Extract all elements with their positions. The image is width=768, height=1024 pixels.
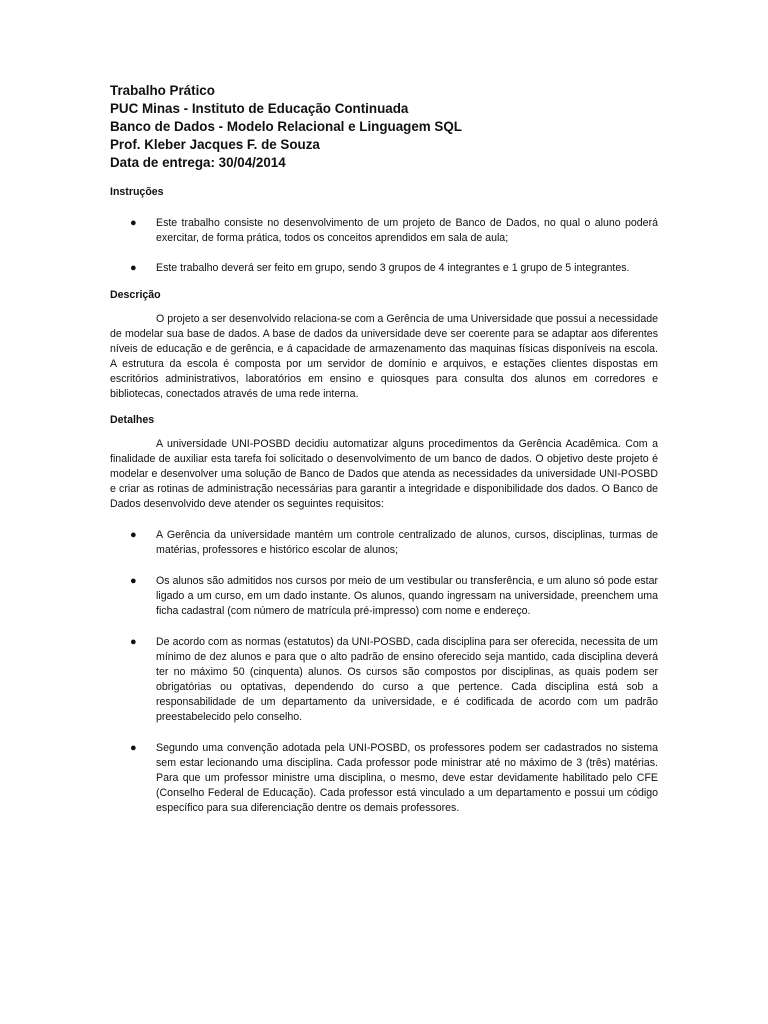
header-professor: Prof. Kleber Jacques F. de Souza bbox=[110, 137, 320, 152]
list-item-text: Este trabalho consiste no desenvolvimento de um projeto de Banco de Dados, no qual o aluno poderá exercitar, de forma prática, todos os conceitos aprendidos em sala de aula; bbox=[156, 217, 658, 244]
bullet-icon: ● bbox=[130, 575, 137, 587]
heading-instrucoes: Instruções bbox=[110, 186, 164, 198]
requisitos-list bbox=[110, 528, 658, 816]
list-item-text: Segundo uma convenção adotada pela UNI-POSBD, os professores podem ser cadastrados no sistema sem estar lecionando uma disciplina. Cada professor pode ministrar até no máximo de 3 (três) matérias. Para que um professor ministre uma disciplina, o mesmo, deve estar devidamente habilitado pelo CFE (Conselho Federal de Educação). Cada professor está vinculado a um departamento e possui um código específico para sua diferenciação dentre os demais professores. bbox=[156, 742, 658, 814]
list-item bbox=[110, 741, 658, 816]
bullet-icon: ● bbox=[130, 217, 137, 229]
bullet-icon: ● bbox=[130, 529, 137, 541]
detalhes-paragraph: A universidade UNI-POSBD decidiu automatizar alguns procedimentos da Gerência Acadêmica. Com a finalidade de auxiliar esta tarefa foi solicitado o desenvolvimento de um banco de dados. O objetivo deste projeto é modelar e desenvolver uma solução de Banco de Dados que atenda as necessidades da universidade UNI-POSBD e criar as rotinas de administração necessárias para garantir a integridade e disponibilidade dos dados. O Banco de Dados desenvolvido deve atender os seguintes requisitos: bbox=[110, 438, 658, 510]
document-body bbox=[110, 82, 658, 816]
list-item bbox=[110, 528, 658, 558]
descricao-paragraph: O projeto a ser desenvolvido relaciona-se com a Gerência de uma Universidade que possui a necessidade de modelar sua base de dados. A base de dados da universidade deve ser coerente para se adaptar aos diferentes níveis de educação e de gerência, e á capacidade de armazenamento das maquinas físicas disponíveis na escola. A estrutura da escola é composta por um servidor de domínio e arquivos, e estações clientes dispostas em escritórios administrativos, laboratórios em ensino e quiosques para consulta dos alunos em corredores e bibliotecas, conectados através de uma rede interna. bbox=[110, 313, 658, 400]
heading-descricao: Descrição bbox=[110, 289, 161, 301]
bullet-icon: ● bbox=[130, 742, 137, 754]
list-item-text: A Gerência da universidade mantém um controle centralizado de alunos, cursos, disciplinas, turmas de matérias, professores e histórico escolar de alunos; bbox=[156, 529, 658, 556]
list-item bbox=[110, 216, 658, 246]
instrucoes-list bbox=[110, 216, 658, 276]
list-item-text: De acordo com as normas (estatutos) da UNI-POSBD, cada disciplina para ser oferecida, necessita de um mínimo de dez alunos e para que o alto padrão de ensino oferecido seja mantido, cada disciplina deverá ter no máximo 50 (cinquenta) alunos. Os cursos são compostos por disciplinas, as quais podem ser obrigatórias ou optativas, dependendo do curso a que pertence. Cada disciplina está sob a responsabilidade de um departamento da universidade, e é codificada de acordo com um padrão preestabelecido pelo conselho. bbox=[156, 636, 658, 723]
header-institution: PUC Minas - Instituto de Educação Continuada bbox=[110, 101, 409, 116]
list-item-text: Os alunos são admitidos nos cursos por meio de um vestibular ou transferência, e um aluno só pode estar ligado a um curso, em um dado instante. Os alunos, quando ingressam na universidade, preenchem uma ficha cadastral (com número de matrícula pré-impresso) com nome e endereço. bbox=[156, 575, 658, 617]
header-title: Trabalho Prático bbox=[110, 83, 215, 98]
list-item bbox=[110, 574, 658, 619]
list-item-text: Este trabalho deverá ser feito em grupo, sendo 3 grupos de 4 integrantes e 1 grupo de 5 integrantes. bbox=[156, 262, 630, 274]
list-item bbox=[110, 261, 658, 276]
header-due-date: Data de entrega: 30/04/2014 bbox=[110, 155, 286, 170]
header-course: Banco de Dados - Modelo Relacional e Linguagem SQL bbox=[110, 119, 462, 134]
bullet-icon: ● bbox=[130, 262, 137, 274]
document-header bbox=[110, 82, 658, 172]
bullet-icon: ● bbox=[130, 636, 137, 648]
list-item bbox=[110, 635, 658, 725]
heading-detalhes: Detalhes bbox=[110, 414, 155, 426]
